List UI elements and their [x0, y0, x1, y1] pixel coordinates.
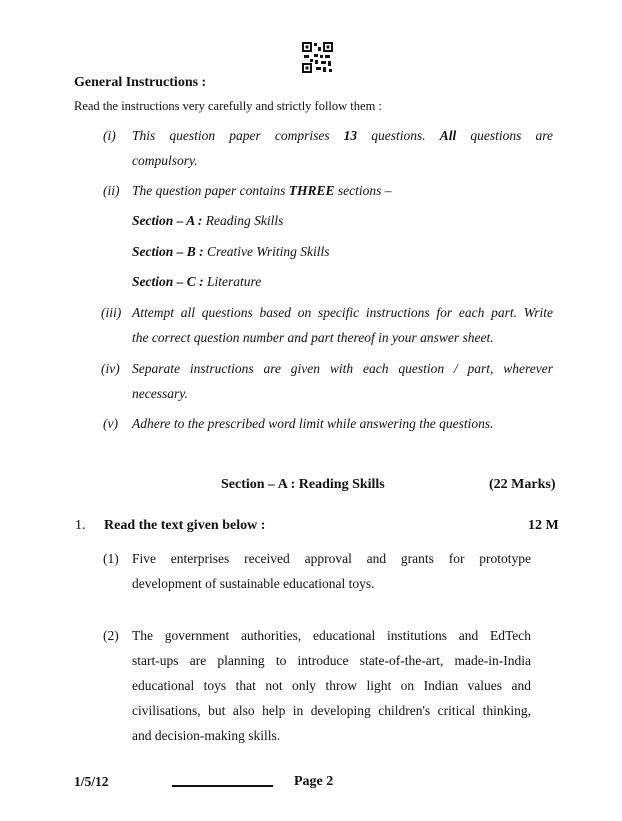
- section-marks: (22 Marks): [489, 477, 556, 492]
- instruction-line: The question paper contains THREE sections –: [132, 183, 392, 198]
- section-name: Creative Writing Skills: [207, 244, 330, 259]
- instruction-line: compulsory.: [132, 153, 198, 168]
- instruction-line: necessary.: [132, 386, 188, 401]
- paragraph-line: Five enterprises received approval and grants for prototype: [132, 551, 531, 566]
- section-label: Section – B :: [132, 244, 204, 259]
- general-instructions-title: General Instructions :: [74, 75, 207, 90]
- paper-code: 1/5/12: [74, 774, 109, 789]
- paragraph-line: The government authorities, educational institutions and EdTech: [132, 628, 531, 643]
- paragraph-line: educational toys that not only throw light on Indian values and: [132, 678, 531, 693]
- section-list-item: [132, 244, 330, 260]
- question-number: 1.: [75, 518, 86, 533]
- paragraph-line: and decision-making skills.: [132, 728, 281, 743]
- general-instructions-lead: Read the instructions very carefully and strictly follow them :: [74, 99, 382, 113]
- instruction-line: the correct question number and part thereof in your answer sheet.: [132, 330, 494, 345]
- instruction-line: Attempt all questions based on specific instructions for each part. Write: [132, 305, 553, 320]
- section-name: Reading Skills: [205, 213, 284, 228]
- question-marks: 12 M: [528, 518, 559, 533]
- instruction-line: Separate instructions are given with each question / part, wherever: [132, 361, 553, 376]
- section-label: Section – C :: [132, 274, 204, 289]
- instruction-number: (i): [103, 128, 116, 143]
- instruction-number: (v): [103, 416, 118, 431]
- section-name: Literature: [207, 274, 262, 289]
- instruction-number: (iv): [101, 361, 120, 376]
- paragraph-line: civilisations, but also help in developing children's critical thinking,: [132, 703, 531, 718]
- section-label: Section – A :: [132, 213, 203, 228]
- question-prompt: Read the text given below :: [104, 518, 266, 533]
- paragraph-number: (2): [103, 628, 119, 643]
- page-number: Page 2: [294, 774, 334, 789]
- paragraph-line: start-ups are planning to introduce state-of-the-art, made-in-India: [132, 653, 531, 668]
- footer-rule: [172, 785, 273, 787]
- section-list-item: [132, 274, 261, 290]
- instruction-line: This question paper comprises 13 questions. All questions are: [132, 128, 553, 143]
- paragraph-line: development of sustainable educational toys.: [132, 576, 375, 591]
- section-heading: Section – A : Reading Skills: [221, 477, 385, 492]
- section-list-item: [132, 213, 283, 229]
- instruction-line: Adhere to the prescribed word limit while answering the questions.: [132, 416, 494, 431]
- paragraph-number: (1): [103, 551, 119, 566]
- instruction-number: (ii): [103, 183, 120, 198]
- qr-code: [302, 42, 333, 73]
- instruction-number: (iii): [101, 305, 122, 320]
